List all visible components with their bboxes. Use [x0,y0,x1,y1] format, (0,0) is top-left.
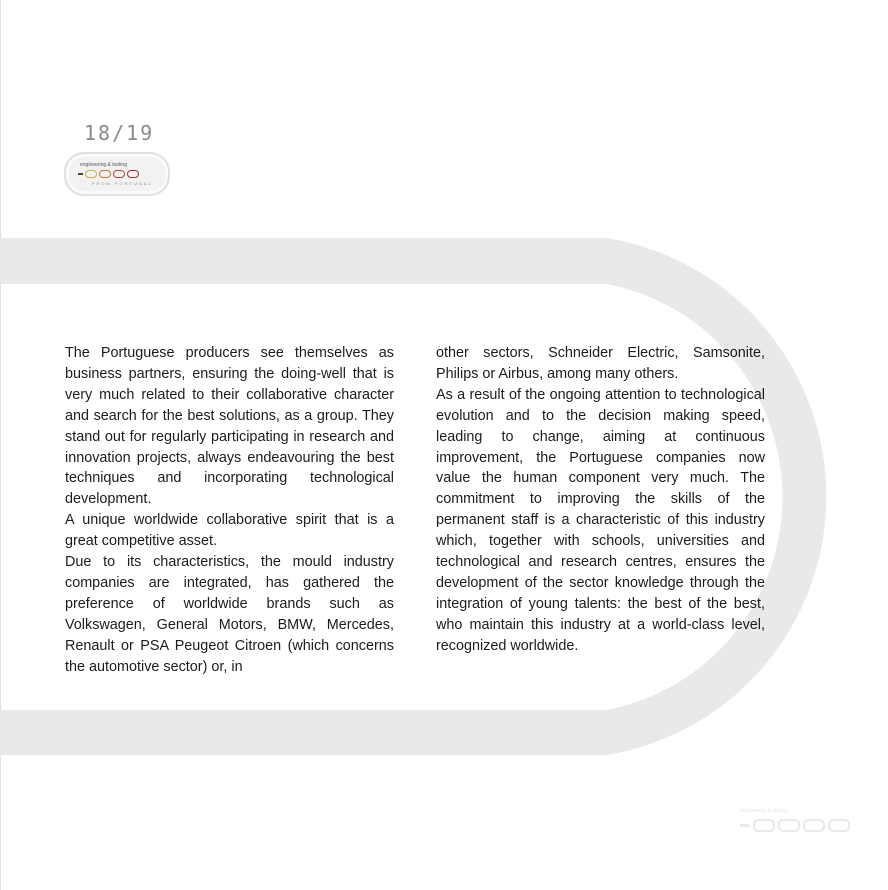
logo-rings-icon [78,170,139,178]
logo-subline: FROM PORTUGAL [92,181,153,186]
watermark-rings-icon [740,819,860,832]
paragraph: Due to its characteristics, the mould industry companies are integrated, has gathered the preference of worldwide brands such as Volkswagen, General Motors, BMW, Mercedes, Renault or PSA Peugeot Citroen (which concerns the automotive sector) or, in [65,554,394,675]
paragraph: As a result of the ongoing attention to technological evolution and to the decision making speed, leading to change, aiming at continuous improvement, the Portuguese companies now value the human component very much. The commitment to improving the skills of the permanent staff is a characteristic of this industry which, together with schools, universities and technological and research centres, ensures the development of the sector knowledge through the integration of young talents: the best of the best, who maintain this industry at a world-class level, recognized worldwide. [436,386,765,654]
paragraph: A unique worldwide collaborative spirit that is a great competitive asset. [65,512,394,550]
logo-tagline: engineering & tooling [80,162,127,168]
paragraph: The Portuguese producers see themselves as business partners, ensuring the doing-well that is very much related to their collaborative character and search for the best solutions, as a group. They stand out for regularly participating in research and innovation projects, always endeavouring the best techniques and incorporating technological development. [65,345,394,508]
watermark-logo [740,808,860,842]
watermark-tagline: engineering & tooling [740,808,787,814]
paragraph: other sectors, Schneider Electric, Samsonite, Philips or Airbus, among many others. [436,345,765,382]
page-number: 18/19 [84,121,155,145]
brand-logo [64,152,170,196]
left-text-column [65,343,394,678]
right-text-column [436,343,765,657]
